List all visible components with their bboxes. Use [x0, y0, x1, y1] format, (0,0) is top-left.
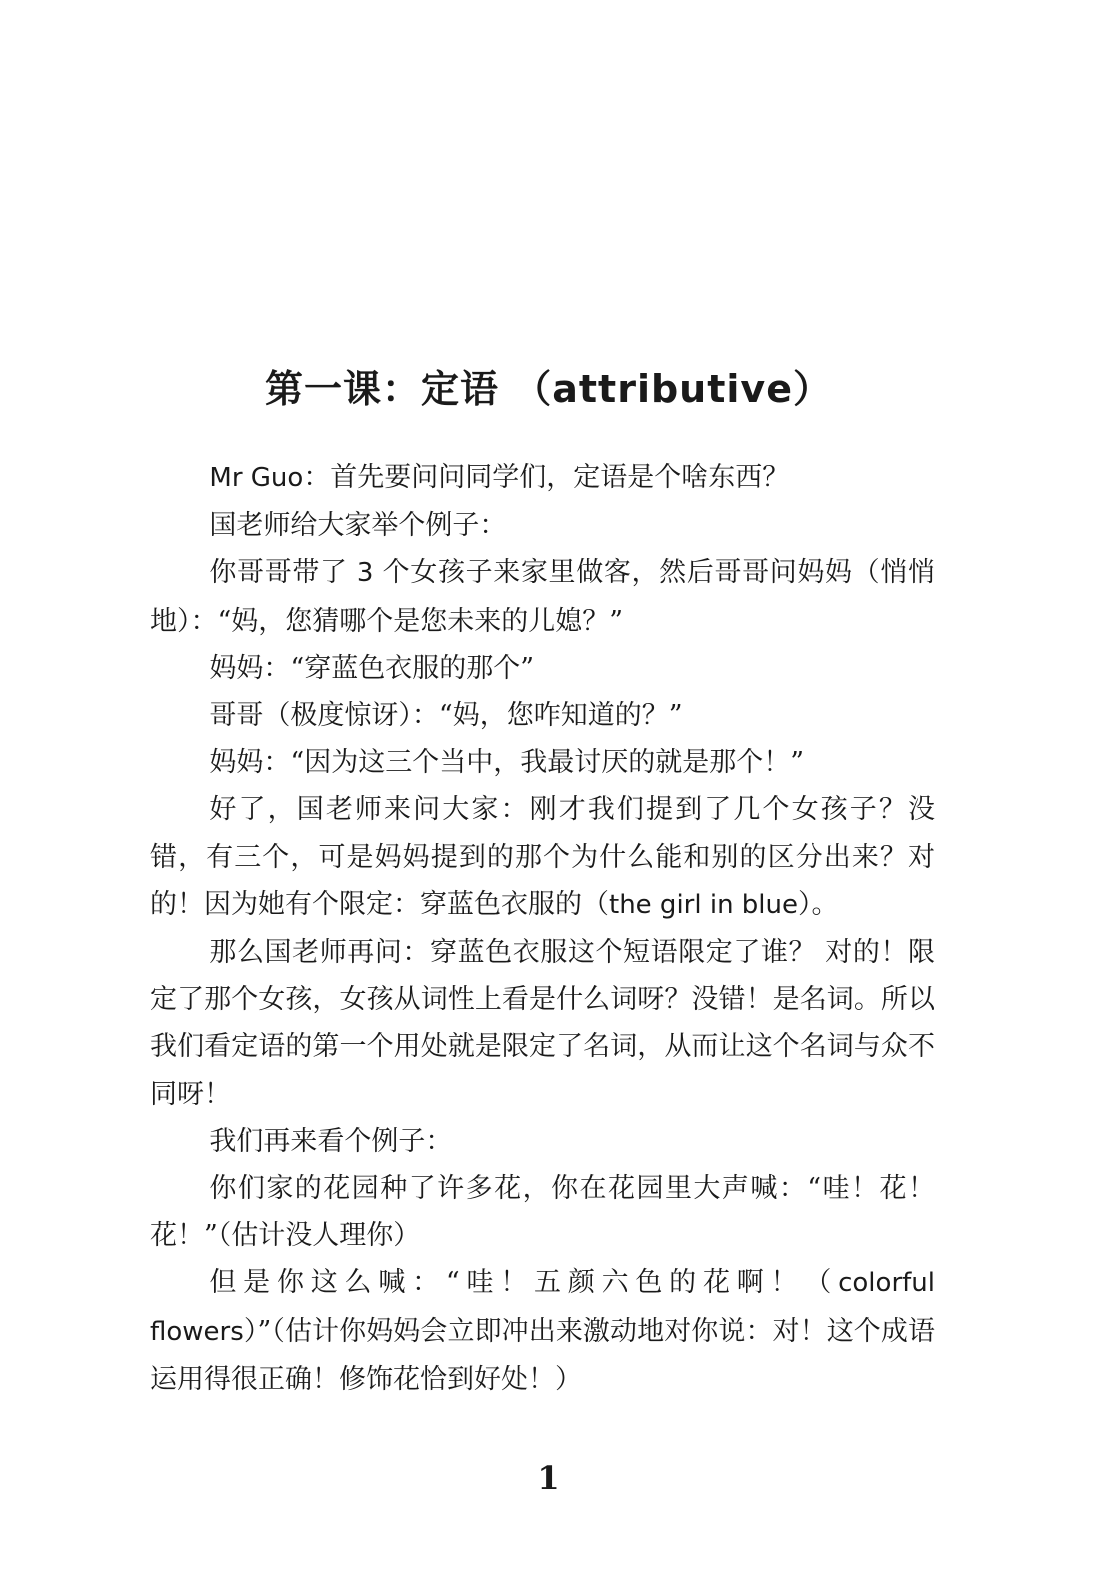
paragraph-text: 但是你这么喊：“哇！五颜六色的花啊！（: [209, 1267, 839, 1299]
paragraph-text: 好了，国老师来问大家：刚才我们提到了几个女孩子？没错，有三个，可是妈妈提到的那个为什么能和别的区分出来？对的！因为她有个限定：穿蓝色衣服的（: [150, 794, 935, 920]
paragraph-text: 我们再来看个例子：: [209, 1125, 453, 1157]
paragraph-mom-answer: [150, 645, 935, 692]
paragraph-garden: [150, 1165, 935, 1259]
lesson-title: 第一课：定语 （attributive）: [265, 367, 832, 411]
page-number: 1: [537, 1459, 560, 1497]
paragraph-text: 那么国老师再问：穿蓝色衣服这个短语限定了谁？ 对的！限定了那个女孩，女孩从词性上看是什么词呀？没错！是名词。所以我们看定语的第一个用处就是限定了名词，从而让这个名词与众不同呀！: [150, 937, 935, 1110]
paragraph-text: ）”（估计你妈妈会立即冲出来激动地对你说：对！这个成语运用得很正确！修饰花恰到好处！）: [150, 1315, 935, 1395]
paragraph-text: 妈妈：“因为这三个当中，我最讨厌的就是那个！”: [209, 747, 804, 779]
paragraph-story: [150, 549, 935, 644]
speaker-name: Mr Guo: [209, 463, 304, 493]
paragraph-text: 哥哥（极度惊讶）：“妈，您咋知道的？”: [209, 700, 683, 732]
paragraph-colorful: [150, 1259, 935, 1403]
paragraph-text: 你哥哥带了: [209, 557, 357, 589]
english-phrase: the girl in blue: [609, 889, 799, 920]
paragraph-text: 妈妈：“穿蓝色衣服的那个”: [209, 652, 534, 684]
number-three: 3: [356, 558, 374, 589]
lesson-body: [150, 454, 935, 1403]
paragraph-brother-surprise: [150, 692, 935, 739]
question-text: ：首先要问问同学们，定语是个啥东西？: [303, 462, 790, 493]
paragraph-text: 国老师给大家举个例子：: [209, 510, 507, 542]
paragraph-example-intro: [150, 502, 935, 549]
paragraph-question: [150, 454, 935, 502]
paragraph-second-example: [150, 1118, 935, 1165]
paragraph-noun-rule: [150, 929, 935, 1118]
paragraph-text: ）。: [798, 888, 839, 920]
paragraph-text: 个女孩子来家里做客，然后哥哥问妈妈（悄悄地）：“妈，您猜哪个是您未来的儿媳？”: [150, 557, 935, 637]
paragraph-explanation: [150, 786, 935, 929]
paragraph-text: 你们家的花园种了许多花，你在花园里大声喊：“哇！花！花！”（估计没人理你）: [150, 1173, 935, 1252]
english-phrase: colorful flowers: [150, 1268, 935, 1347]
paragraph-mom-reason: [150, 739, 935, 786]
